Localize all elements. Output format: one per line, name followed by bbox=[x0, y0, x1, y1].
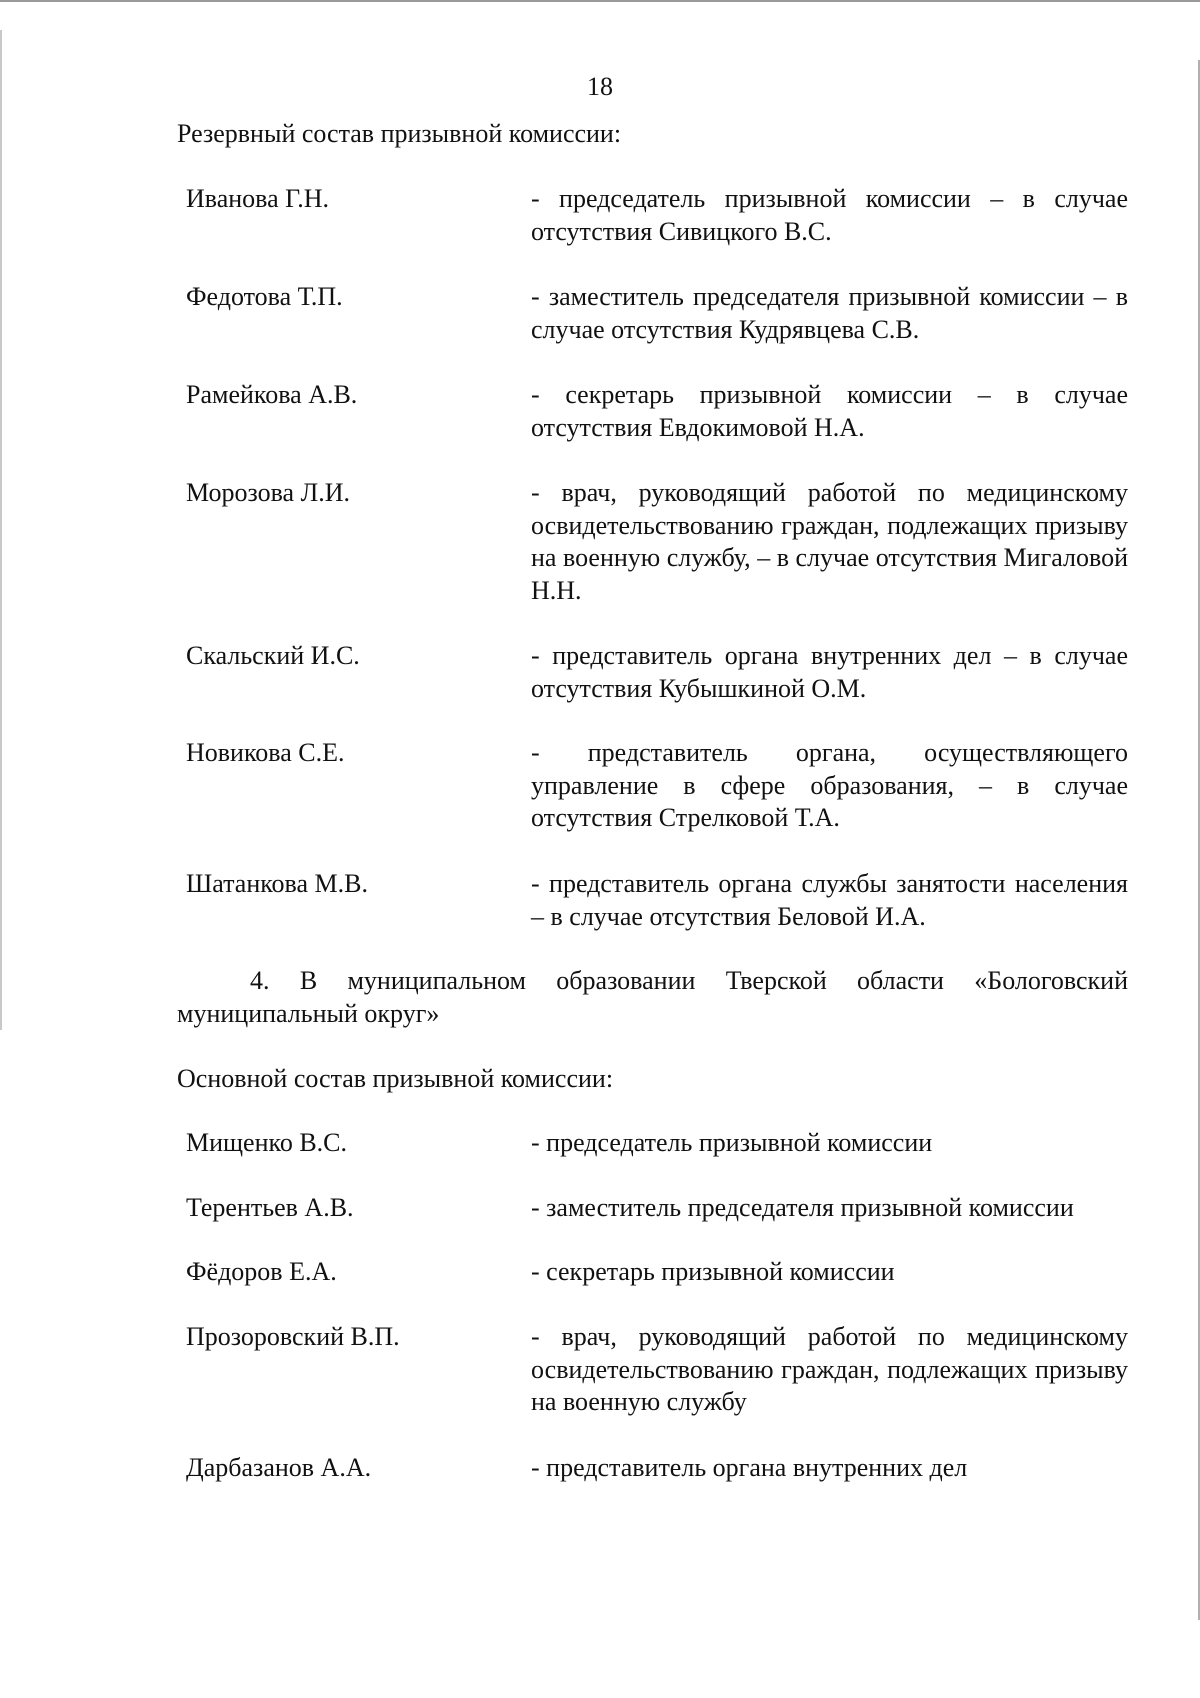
member-role: - врач, руководящий работой по медицинскому освидетельствованию граждан, подлежащих призыву на военную службу, – в случае отсутствия Мигаловой Н.Н. bbox=[531, 478, 1128, 605]
main-heading: Основной состав призывной комиссии: bbox=[177, 1064, 614, 1093]
member-name: Терентьев А.В. bbox=[186, 1193, 354, 1222]
member-name: Федотова Т.П. bbox=[186, 282, 343, 311]
member-name: Новикова С.Е. bbox=[186, 738, 345, 767]
member-role: - представитель органа, осуществляющего управление в сфере образования, – в случае отсутствия Стрелковой Т.А. bbox=[531, 738, 1128, 832]
member-role: - заместитель председателя призывной комиссии – в случае отсутствия Кудрявцева С.В. bbox=[531, 282, 1128, 344]
member-name: Морозова Л.И. bbox=[186, 478, 350, 507]
member-name: Шатанкова М.В. bbox=[186, 869, 368, 898]
scan-edge-top bbox=[0, 0, 1200, 2]
member-name: Прозоровский В.П. bbox=[186, 1322, 400, 1351]
member-role: - представитель органа внутренних дел – в случае отсутствия Кубышкиной О.М. bbox=[531, 641, 1128, 703]
member-name: Мищенко В.С. bbox=[186, 1128, 348, 1157]
member-name: Дарбазанов А.А. bbox=[186, 1453, 372, 1482]
member-role: - представитель органа внутренних дел bbox=[531, 1453, 968, 1482]
member-role: - секретарь призывной комиссии bbox=[531, 1257, 895, 1286]
member-name: Фёдоров Е.А. bbox=[186, 1257, 337, 1286]
member-role: - председатель призывной комиссии bbox=[531, 1128, 933, 1157]
reserve-heading: Резервный состав призывной комиссии: bbox=[177, 119, 622, 148]
member-role: - представитель органа службы занятости населения – в случае отсутствия Беловой И.А. bbox=[531, 869, 1128, 931]
scan-edge-left bbox=[0, 30, 2, 1030]
member-role: - врач, руководящий работой по медицинскому освидетельствованию граждан, подлежащих призыву на военную службу bbox=[531, 1322, 1128, 1416]
page-number: 18 bbox=[587, 72, 613, 101]
member-name: Иванова Г.Н. bbox=[186, 184, 330, 213]
member-role: - председатель призывной комиссии – в случае отсутствия Сивицкого В.С. bbox=[531, 184, 1128, 246]
member-role: - заместитель председателя призывной комиссии bbox=[531, 1193, 1074, 1222]
member-name: Скальский И.С. bbox=[186, 641, 360, 670]
member-name: Рамейкова А.В. bbox=[186, 380, 358, 409]
section-paragraph: 4. В муниципальном образовании Тверской области «Бологовский муниципальный округ» bbox=[177, 966, 1128, 1028]
member-role: - секретарь призывной комиссии – в случае отсутствия Евдокимовой Н.А. bbox=[531, 380, 1128, 442]
